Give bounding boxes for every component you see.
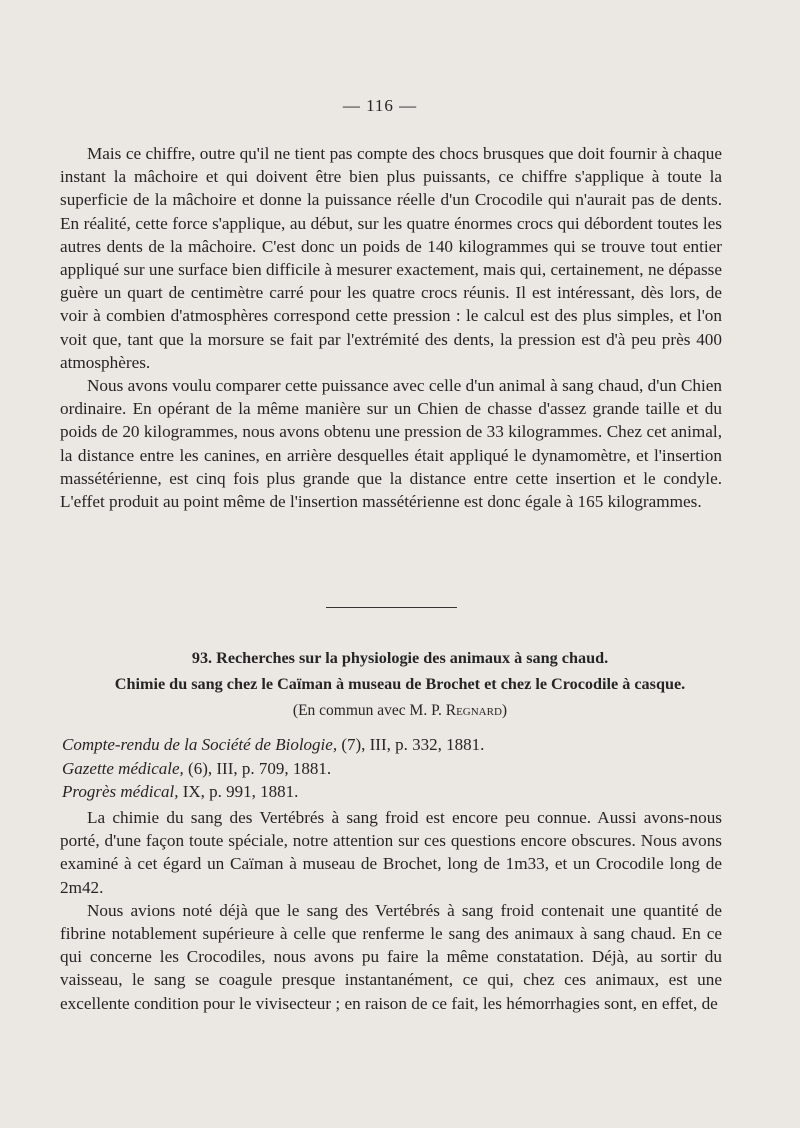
reference-journal: Progrès médical, <box>62 782 179 801</box>
reference-item <box>62 780 484 804</box>
section-b-text <box>60 806 722 1015</box>
collab-suffix: ) <box>501 702 508 719</box>
section-subtitle: Chimie du sang chez le Caïman à museau de Brochet et chez le Crocodile à casque. <box>114 675 686 693</box>
section-a-text <box>60 142 722 513</box>
references-list <box>62 733 484 804</box>
paragraph: La chimie du sang des Vertébrés à sang froid est encore peu connue. Aussi avons-nous porté, d'une façon toute spéciale, notre attention sur ces questions encore obscures. Nous avons examiné à cet égard un Caïman à museau de Brochet, long de 1m33, et un Crocodile long de 2m42. <box>60 808 722 897</box>
reference-details: IX, p. 991, 1881. <box>178 782 299 801</box>
paragraph: Nous avons voulu comparer cette puissance avec celle d'un animal à sang chaud, d'un Chien ordinaire. En opérant de la même manière sur un Chien de chasse d'assez grande taille et du poids de 20 kilogrammes, nous avons obtenu une pression de 33 kilogrammes. Chez cet animal, la distance entre les canines, en arrière desquelles était appliqué le dynamomètre, et l'insertion massétérienne, est cinq fois plus grande que la distance entre cette insertion et le condyle. L'effet produit au point même de l'insertion massétérienne est donc égale à 165 kilogrammes. <box>60 376 722 512</box>
reference-journal: Gazette médicale, <box>62 758 184 778</box>
paragraph: Mais ce chiffre, outre qu'il ne tient pas compte des chocs brusques que doit fournir à chaque instant la mâchoire et qui doivent être bien plus puissants, ce chiffre s'applique à toute la superficie de la mâchoire et donne la puissance réelle d'un Crocodile qui n'aurait pas de dents. En réalité, cette force s'applique, au début, sur les quatre énormes crocs qui débordent toutes les autres dents de la mâchoire. C'est donc un poids de 140 kilogrammes qui se trouve tout entier appliqué sur une surface bien difficile à mesurer exactement, mais qui, certainement, ne dépasse guère un quart de centimètre carré pour les quatre crocs réunis. Il est intéressant, dès lors, de voir à combien d'atmosphères correspond cette pression : le calcul est des plus simples, et l'on voit que, tant que la morsure se fait par l'extrémité des dents, la pression est d'à peu près 400 atmosphères. <box>60 144 722 372</box>
collaboration-note <box>60 699 740 723</box>
reference-details: (6), III, p. 709, 1881. <box>183 758 332 778</box>
section-divider <box>326 607 457 608</box>
reference-item <box>62 733 484 757</box>
page-number: — 116 — <box>342 96 418 115</box>
reference-journal: Compte-rendu de la Société de Biologie, <box>62 735 338 754</box>
collab-prefix: (En commun avec M. P. <box>292 702 446 719</box>
reference-details: (7), III, p. 332, 1881. <box>337 735 485 754</box>
paragraph: Nous avions noté déjà que le sang des Vertébrés à sang froid contenait une quantité de fibrine notablement supérieure à celle que renferme le sang des animaux à sang chaud. En ce qui concerne les Crocodiles, nous avons pu faire la même constatation. Déjà, au sortir du vaisseau, le sang se coagule presque instantanément, ce qui, chez ces animaux, est une excellente condition pour le vivisecteur ; en raison de ce fait, les hémorrhagies sont, en effet, de <box>60 900 722 1013</box>
collab-name: Regnard <box>445 702 502 719</box>
reference-item <box>62 757 484 781</box>
section-title: 93. Recherches sur la physiologie des animaux à sang chaud. <box>191 649 609 667</box>
